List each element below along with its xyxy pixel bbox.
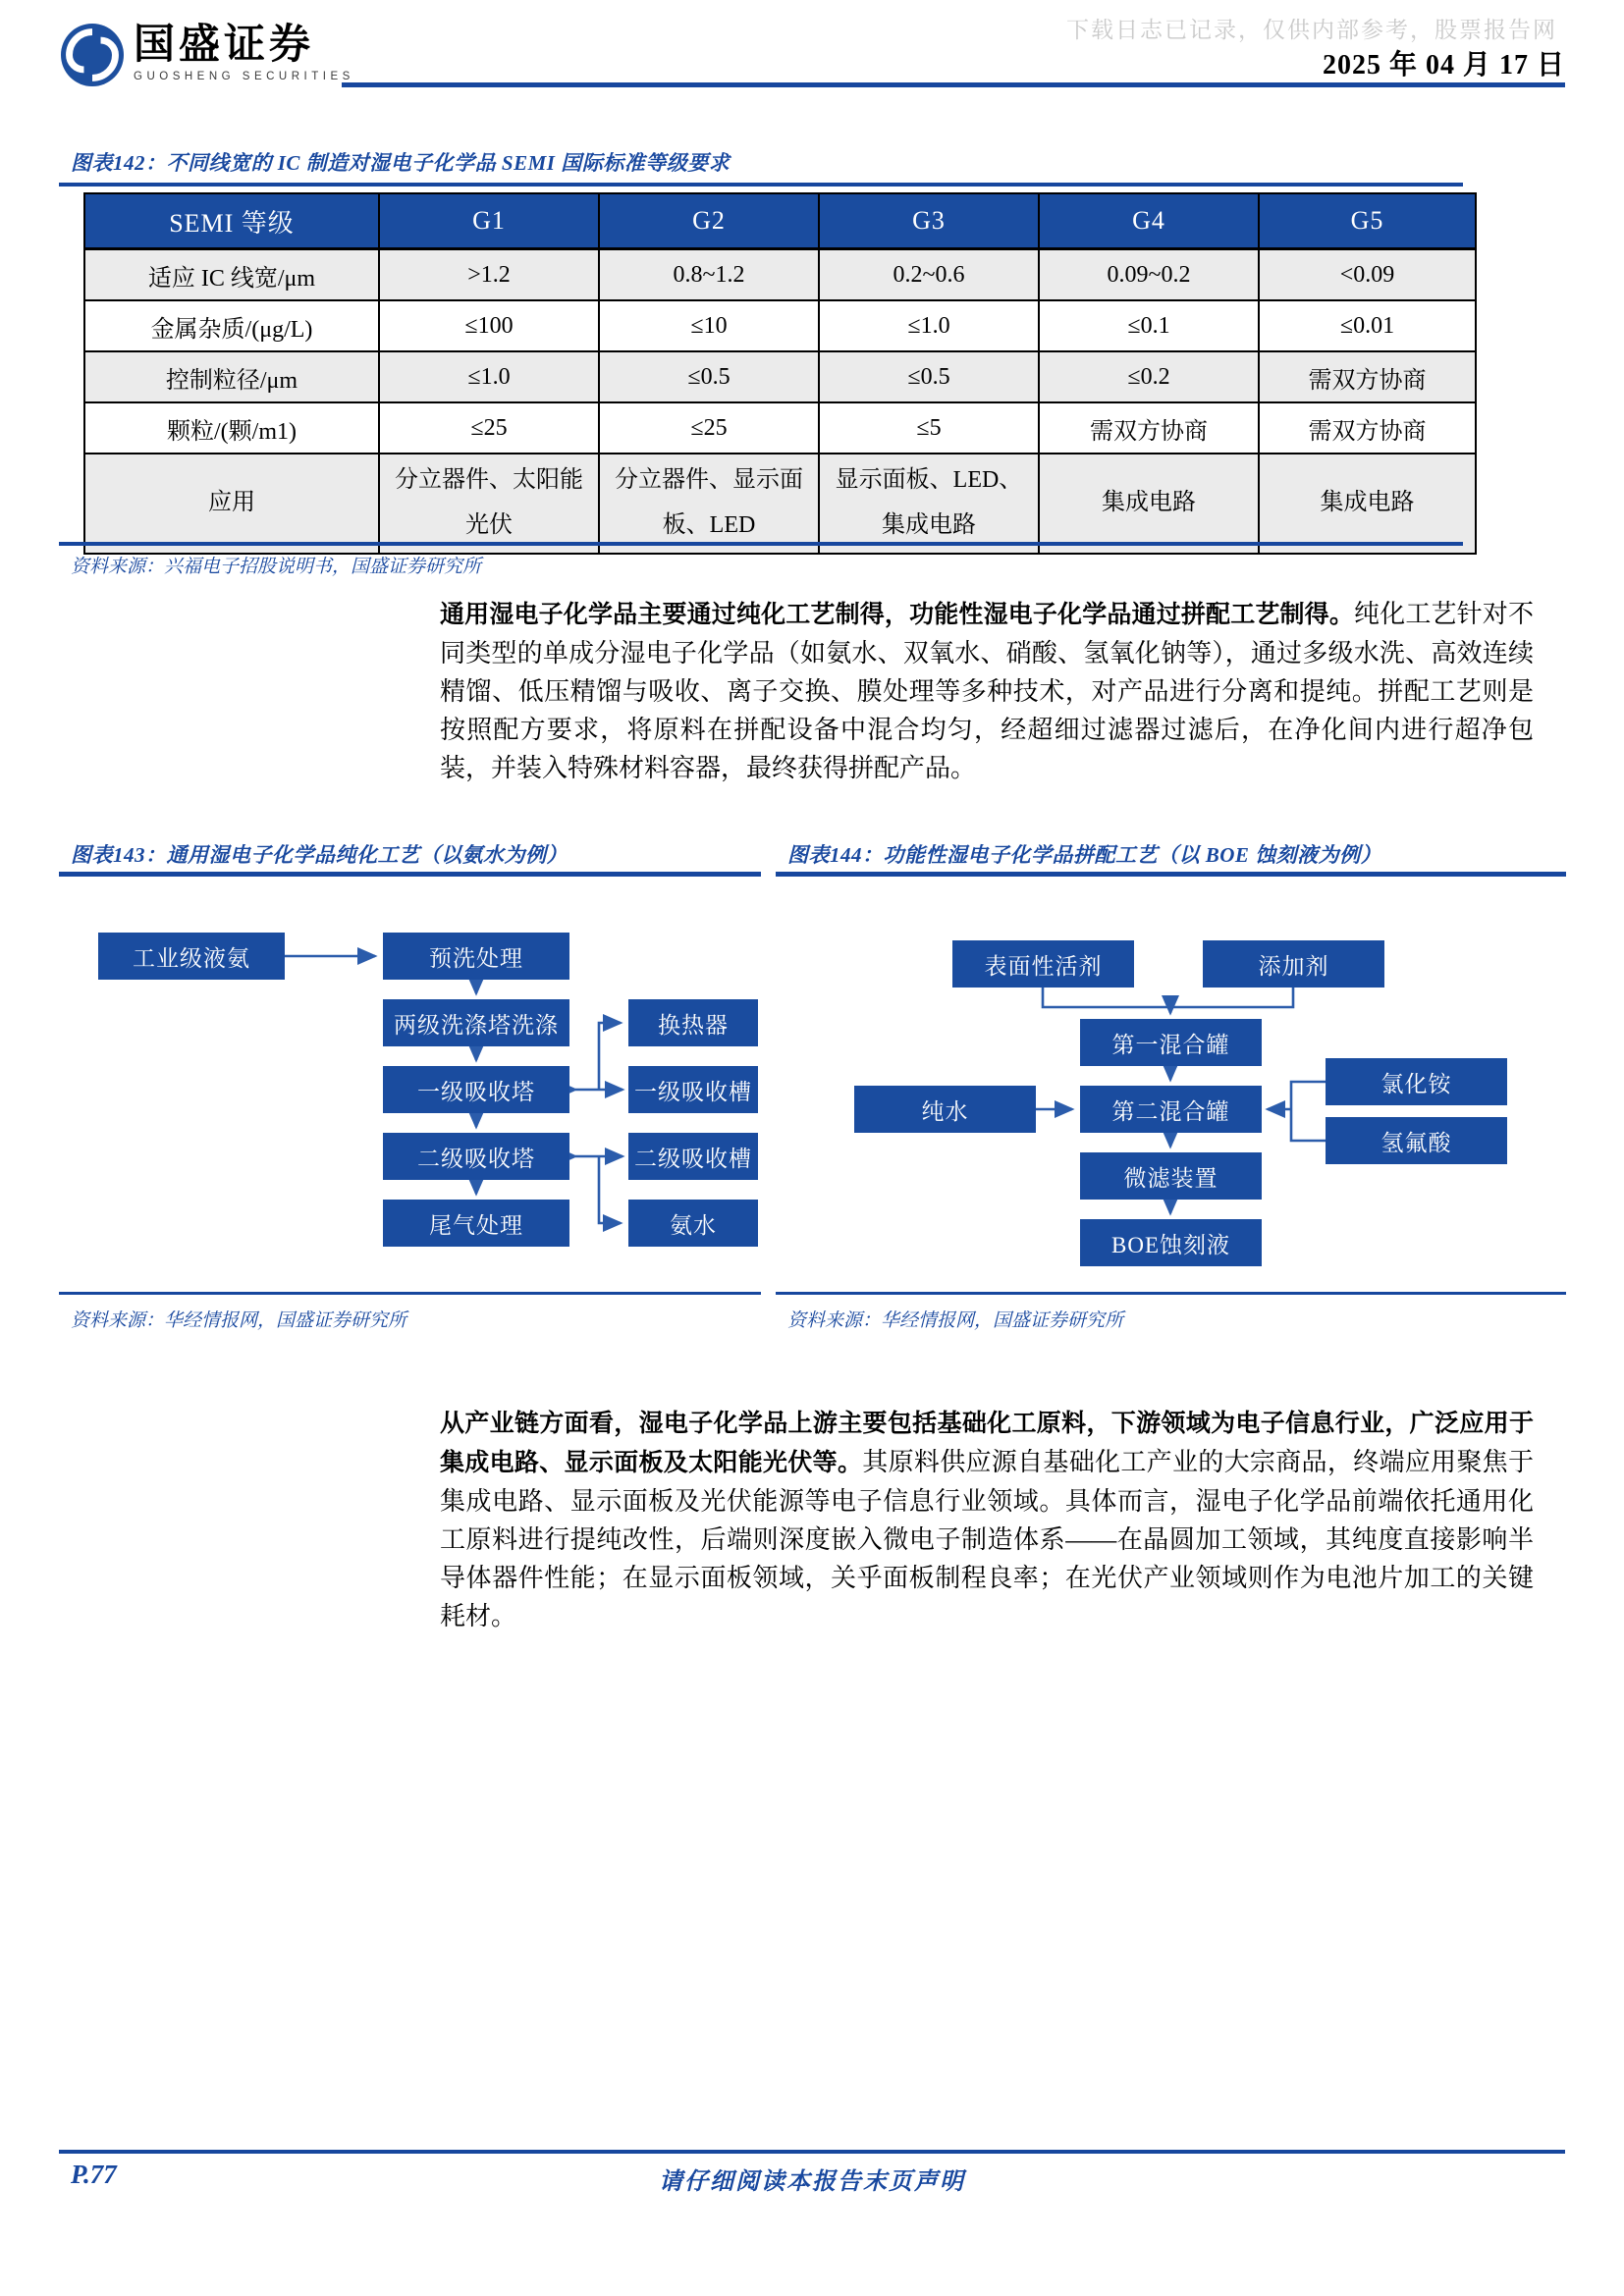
flow-node-absorber2: 二级吸收塔: [383, 1133, 569, 1180]
logo-name-en: GUOSHENG SECURITIES: [134, 71, 354, 82]
figure142-source: 资料来源：兴福电子招股说明书，国盛证券研究所: [71, 557, 482, 577]
figure144-bottom-rule: [776, 1292, 1566, 1295]
table-cell: 0.09~0.2: [1039, 249, 1259, 301]
report-date: 2025 年 04 月 17 日: [1322, 50, 1565, 80]
flow-node-tank2: 二级吸收槽: [628, 1133, 758, 1180]
table-header-cell: G3: [819, 193, 1039, 249]
table-cell: ≤25: [599, 402, 819, 454]
flow-node-heat-exchanger: 换热器: [628, 999, 758, 1046]
figure144-title: 图表144：功能性湿电子化学品拼配工艺（以 BOE 蚀刻液为例）: [787, 843, 1382, 867]
table-cell: 0.8~1.2: [599, 249, 819, 301]
flow-node-ammonium-chloride: 氯化铵: [1326, 1058, 1507, 1105]
figure144-source: 资料来源：华经情报网，国盛证券研究所: [787, 1310, 1124, 1331]
footer-disclaimer: 请仔细阅读本报告末页声明: [659, 2169, 965, 2195]
table-cell: ≤10: [599, 300, 819, 351]
table-row: [84, 351, 1476, 402]
figure143-bottom-rule: [59, 1292, 761, 1295]
footer-divider: [59, 2150, 1565, 2154]
table-row: [84, 402, 1476, 454]
flow-node-boe-etchant: BOE蚀刻液: [1080, 1219, 1262, 1266]
figure143-source: 资料来源：华经情报网，国盛证券研究所: [71, 1310, 407, 1331]
table-cell: ≤0.5: [599, 351, 819, 402]
flow-node-tail-gas: 尾气处理: [383, 1200, 569, 1247]
table-cell: 颗粒/(颗/m1): [84, 402, 379, 454]
table-cell: >1.2: [379, 249, 599, 301]
table-cell: 需双方协商: [1259, 351, 1476, 402]
table-cell: 需双方协商: [1259, 402, 1476, 454]
figure143-flowchart: [59, 903, 761, 1276]
flow-node-additive: 添加剂: [1203, 940, 1384, 988]
flow-node-tank1: 一级吸收槽: [628, 1066, 758, 1113]
paragraph1-bold: 通用湿电子化学品主要通过纯化工艺制得，功能性湿电子化学品通过拼配工艺制得。: [440, 601, 1354, 628]
figure142-title: 图表142：不同线宽的 IC 制造对湿电子化学品 SEMI 国际标准等级要求: [71, 151, 731, 175]
table-cell: 0.2~0.6: [819, 249, 1039, 301]
figure143-title-rule: [59, 872, 761, 877]
body-paragraph-2: [440, 1404, 1534, 1635]
watermark-text: 下载日志已记录，仅供内部参考，股票报告网: [1066, 17, 1557, 42]
table-row: [84, 300, 1476, 351]
table-row: [84, 454, 1476, 554]
table-cell: 集成电路: [1039, 454, 1259, 554]
paragraph2-bold: 从产业链方面看，湿电子化学品上游主要包括基础化工原料，下游领域为电子信息行业，广泛应用于集成电路、显示面板及太阳能光伏等。: [440, 1410, 1534, 1476]
table-cell: ≤1.0: [379, 351, 599, 402]
table-header-row: [84, 193, 1476, 249]
figure144-flowchart: [776, 903, 1571, 1276]
table-cell: ≤0.5: [819, 351, 1039, 402]
table-cell: 金属杂质/(μg/L): [84, 300, 379, 351]
table-cell: 控制粒径/μm: [84, 351, 379, 402]
table-header-cell: G2: [599, 193, 819, 249]
flow-node-surfactant: 表面性活剂: [952, 940, 1134, 988]
table-row: [84, 249, 1476, 301]
table-header-cell: G4: [1039, 193, 1259, 249]
paragraph1-regular: 纯化工艺针对不同类型的单成分湿电子化学品（如氨水、双氧水、硝酸、氢氧化钠等），通过多级水洗、高效连续精馏、低压精馏与吸收、离子交换、膜处理等多种技术，对产品进行分离和提纯。拼配工艺则是按照配方要求，将原料在拼配设备中混合均匀，经超细过滤器过滤后，在净化间内进行超净包装，并装入特殊材料容器，最终获得拼配产品。: [440, 600, 1534, 782]
table-cell: 适应 IC 线宽/μm: [84, 249, 379, 301]
figure144-title-rule: [776, 872, 1566, 877]
table-cell: 显示面板、LED、集成电路: [819, 454, 1039, 554]
table-cell: ≤25: [379, 402, 599, 454]
table-cell: 分立器件、太阳能光伏: [379, 454, 599, 554]
header-divider: [342, 82, 1565, 87]
figure142-top-rule: [59, 183, 1463, 187]
flow-node-mixer2: 第二混合罐: [1080, 1086, 1262, 1133]
table-cell: 分立器件、显示面板、LED: [599, 454, 819, 554]
figure143-title: 图表143：通用湿电子化学品纯化工艺（以氨水为例）: [71, 843, 568, 867]
flow-node-microfilter: 微滤装置: [1080, 1152, 1262, 1200]
table-cell: 需双方协商: [1039, 402, 1259, 454]
figure142-bottom-rule: [59, 542, 1463, 546]
table-cell: ≤0.2: [1039, 351, 1259, 402]
table-cell: ≤1.0: [819, 300, 1039, 351]
table-cell: 应用: [84, 454, 379, 554]
flow-node-hydrofluoric-acid: 氢氟酸: [1326, 1117, 1507, 1164]
logo: [61, 24, 354, 86]
semi-standard-table: [83, 192, 1477, 555]
table-cell: <0.09: [1259, 249, 1476, 301]
table-header-cell: G5: [1259, 193, 1476, 249]
flow-node-two-stage-wash: 两级洗涤塔洗涤: [383, 999, 569, 1046]
flow-node-pure-water: 纯水: [854, 1086, 1036, 1133]
table-header-cell: G1: [379, 193, 599, 249]
table-cell: ≤0.01: [1259, 300, 1476, 351]
flow-node-ammonia-water: 氨水: [628, 1200, 758, 1247]
flow-node-raw-ammonia: 工业级液氨: [98, 933, 285, 980]
body-paragraph-1: [440, 595, 1534, 787]
table-header-cell: SEMI 等级: [84, 193, 379, 249]
table-cell: ≤5: [819, 402, 1039, 454]
guosheng-logo-icon: [61, 24, 124, 86]
table-cell: ≤0.1: [1039, 300, 1259, 351]
logo-name-cn: 国盛证券: [134, 23, 315, 68]
footer-page-number: P.77: [71, 2160, 117, 2189]
flow-node-absorber1: 一级吸收塔: [383, 1066, 569, 1113]
table-cell: 集成电路: [1259, 454, 1476, 554]
table-cell: ≤100: [379, 300, 599, 351]
flow-node-prewash: 预洗处理: [383, 933, 569, 980]
paragraph2-regular: 其原料供应源自基础化工产业的大宗商品，终端应用聚焦于集成电路、显示面板及光伏能源等电子信息行业领域。具体而言，湿电子化学品前端依托通用化工原料进行提纯改性，后端则深度嵌入微电子制造体系——在晶圆加工领域，其纯度直接影响半导体器件性能；在显示面板领域，关乎面板制程良率；在光伏产业领域则作为电池片加工的关键耗材。: [440, 1448, 1534, 1630]
flow-node-mixer1: 第一混合罐: [1080, 1019, 1262, 1066]
